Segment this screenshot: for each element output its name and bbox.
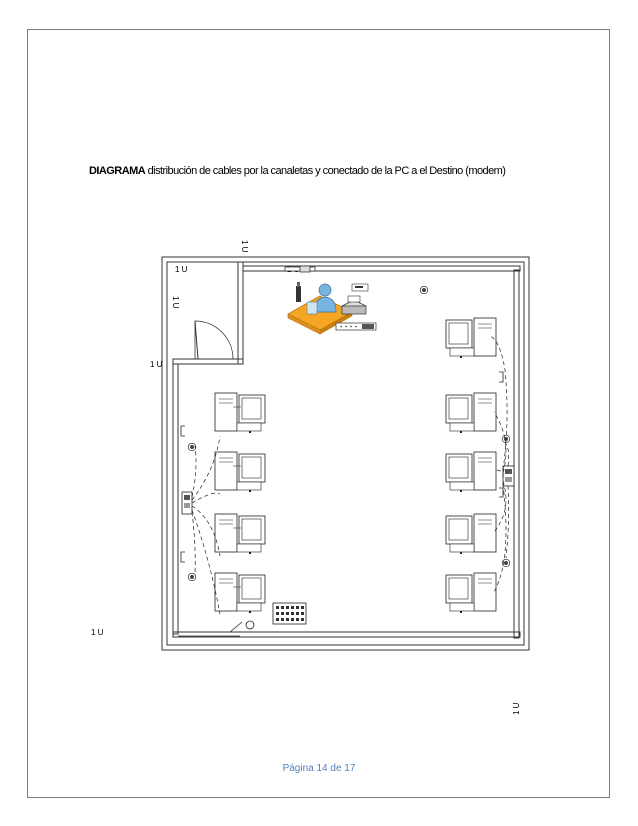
unit-label-bottom-right: 1 U (512, 702, 521, 715)
unit-label-closet-inner: 1 U (171, 296, 180, 309)
router-icon (336, 323, 376, 330)
cable-duct-icon (285, 266, 315, 272)
pc-workstation-icon (215, 393, 265, 613)
unit-label-left-wall: 1 U (150, 360, 163, 369)
door-icon (195, 321, 233, 359)
cleaning-tool-icon (230, 621, 254, 632)
page-number: Página 14 de 17 (282, 763, 356, 774)
unit-label-closet: 1 U (175, 265, 188, 274)
pc-workstation-icon (446, 318, 496, 613)
diagram-title: DIAGRAMA distribución de cables por la canaletas y conectado de la PC a el Destino (modem) (89, 165, 506, 177)
modem-icon (296, 282, 301, 302)
keyboard-icon (273, 603, 306, 624)
unit-label-bottom-left: 1 U (91, 628, 104, 637)
unit-label-top-wall: 1 U (240, 240, 249, 253)
printer-icon (342, 284, 368, 314)
